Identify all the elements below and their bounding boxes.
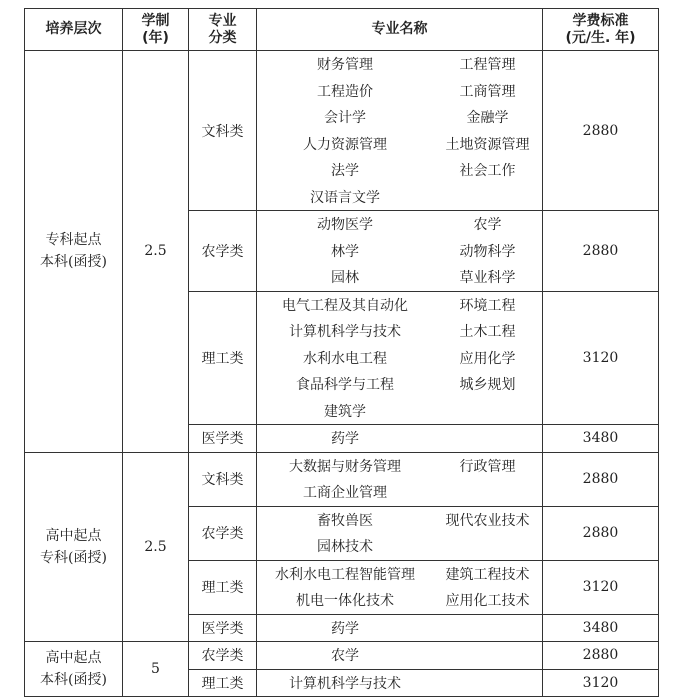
major-name: 会计学	[324, 110, 366, 127]
fee-cell: 2880	[543, 51, 659, 211]
category-cell: 医学类	[189, 614, 257, 642]
major-name: 水利水电工程智能管理	[275, 566, 415, 583]
majors-list	[257, 670, 542, 697]
majors-cell	[257, 614, 543, 642]
major-name: 工程造价	[317, 83, 373, 100]
major-name: 行政管理	[459, 458, 516, 475]
fee-cell: 3120	[543, 560, 659, 614]
header-category-line1: 专业	[208, 12, 237, 29]
majors-cell	[257, 560, 543, 614]
major-name: 环境工程	[459, 297, 516, 314]
majors-list	[257, 425, 542, 452]
major-name: 金融学	[466, 110, 509, 127]
major-name: 药学	[331, 431, 359, 448]
major-name: 农学	[331, 648, 359, 665]
category-cell: 文科类	[189, 51, 257, 211]
majors-list	[257, 561, 542, 614]
level-line: 专科起点	[45, 232, 102, 249]
fee-cell: 3480	[543, 614, 659, 642]
level-cell	[25, 452, 123, 642]
years-cell: 2.5	[123, 452, 189, 642]
table-body	[25, 51, 659, 697]
fee-cell: 2880	[543, 642, 659, 670]
major-name: 园林	[331, 270, 359, 287]
majors-cell	[257, 291, 543, 425]
major-name: 畜牧兽医	[317, 512, 373, 529]
major-name: 应用化工技术	[445, 593, 530, 610]
majors-cell	[257, 425, 543, 453]
major-name: 城乡规划	[459, 377, 516, 394]
years-cell: 5	[123, 642, 189, 697]
fee-cell: 2880	[543, 452, 659, 506]
header-fee-line2: (元/生. 年)	[565, 29, 636, 46]
majors-list	[257, 615, 542, 642]
major-name: 土地资源管理	[445, 136, 530, 153]
major-name: 电气工程及其自动化	[282, 297, 408, 314]
header-years	[123, 9, 189, 51]
category-cell: 理工类	[189, 669, 257, 697]
majors-list	[257, 292, 542, 425]
major-name: 土木工程	[459, 324, 516, 341]
majors-list	[257, 51, 542, 210]
majors-list	[257, 642, 542, 669]
majors-cell	[257, 506, 543, 560]
majors-cell	[257, 211, 543, 292]
majors-list	[257, 453, 542, 506]
fee-cell: 3480	[543, 425, 659, 453]
fee-cell: 3120	[543, 291, 659, 425]
major-name: 食品科学与工程	[296, 377, 394, 394]
major-name: 工程管理	[459, 57, 516, 74]
major-name: 机电一体化技术	[296, 593, 394, 610]
major-name: 水利水电工程	[303, 350, 387, 367]
major-name: 计算机科学与技术	[289, 324, 401, 341]
table-row	[25, 642, 659, 670]
major-name: 财务管理	[317, 57, 373, 74]
fee-cell: 2880	[543, 506, 659, 560]
major-name: 计算机科学与技术	[289, 675, 401, 692]
header-level: 培养层次	[25, 9, 123, 51]
major-name: 建筑工程技术	[445, 566, 530, 583]
header-years-line1: 学制	[141, 12, 170, 29]
major-name: 人力资源管理	[303, 136, 387, 153]
major-name: 社会工作	[459, 163, 516, 180]
major-name: 工商管理	[459, 83, 516, 100]
majors-cell	[257, 452, 543, 506]
header-category-line2: 分类	[208, 29, 237, 46]
major-name: 汉语言文学	[310, 189, 380, 206]
header-majors: 专业名称	[257, 9, 543, 51]
major-name: 建筑学	[324, 403, 366, 420]
major-name: 草业科学	[459, 270, 516, 287]
category-cell: 医学类	[189, 425, 257, 453]
tuition-table	[24, 8, 659, 697]
table-row	[25, 51, 659, 211]
major-name: 园林技术	[317, 539, 373, 556]
major-name: 应用化学	[459, 350, 516, 367]
table-row	[25, 452, 659, 506]
major-name: 大数据与财务管理	[289, 458, 401, 475]
major-name: 林学	[331, 243, 359, 260]
level-cell	[25, 51, 123, 453]
category-cell: 农学类	[189, 211, 257, 292]
majors-list	[257, 211, 542, 291]
level-line: 高中起点	[45, 527, 102, 544]
major-name: 工商企业管理	[303, 485, 387, 502]
header-fee	[543, 9, 659, 51]
category-cell: 理工类	[189, 560, 257, 614]
major-name: 现代农业技术	[445, 512, 530, 529]
level-line: 本科(函授)	[40, 672, 107, 688]
category-cell: 文科类	[189, 452, 257, 506]
header-fee-line1: 学费标准	[572, 12, 629, 29]
fee-cell: 2880	[543, 211, 659, 292]
level-line: 专科(函授)	[40, 549, 107, 566]
category-cell: 农学类	[189, 642, 257, 670]
major-name: 药学	[331, 620, 359, 637]
major-name: 动物医学	[317, 217, 373, 234]
major-name: 法学	[331, 163, 359, 180]
header-years-line2: (年)	[142, 29, 169, 46]
category-cell: 理工类	[189, 291, 257, 425]
fee-cell: 3120	[543, 669, 659, 697]
header-category	[189, 9, 257, 51]
majors-cell	[257, 669, 543, 697]
level-line: 高中起点	[45, 650, 102, 666]
header-row	[25, 9, 659, 51]
major-name: 农学	[473, 217, 502, 234]
majors-cell	[257, 51, 543, 211]
years-cell: 2.5	[123, 51, 189, 453]
category-cell: 农学类	[189, 506, 257, 560]
level-cell	[25, 642, 123, 697]
level-line: 本科(函授)	[40, 254, 107, 271]
major-name: 动物科学	[459, 243, 516, 260]
majors-list	[257, 507, 542, 560]
majors-cell	[257, 642, 543, 670]
